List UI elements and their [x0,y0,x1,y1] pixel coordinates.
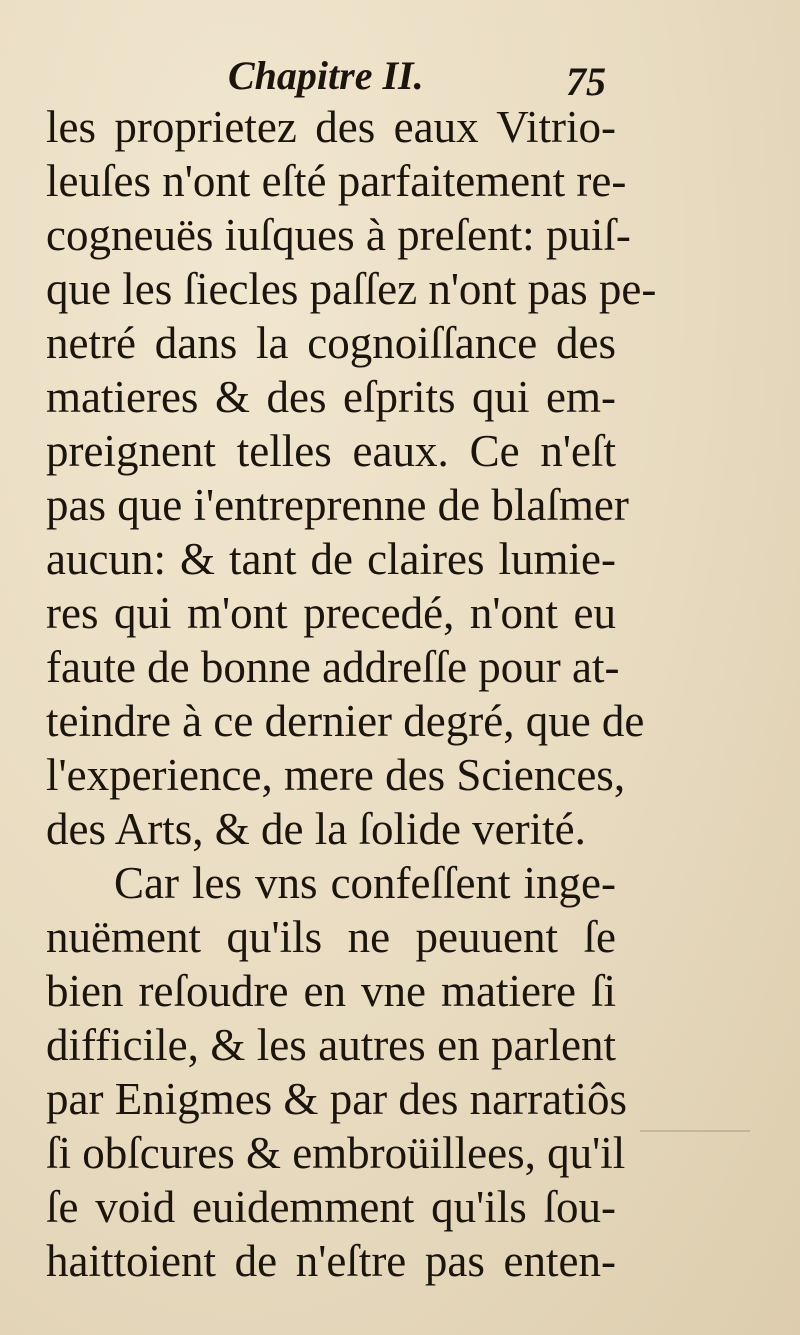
text-line: teindre à ce dernier degré, que de [46,696,645,746]
text-line: matieres & des eſprits qui em- [46,372,616,422]
text-line: haittoient de n'eſtre pas enten- [46,1236,616,1286]
text-line: nuëment qu'ils ne peuuent ſe [46,912,616,962]
text-line: cogneuës iuſques à preſent: puiſ- [46,210,631,260]
text-line: que les ſiecles paſſez n'ont pas pe- [46,264,657,314]
text-line: leuſes n'ont eſté parfaitement re- [46,156,627,206]
text-line: aucun: & tant de claires lumie- [46,534,616,584]
text-line: l'experience, mere des Sciences, [46,750,626,800]
text-line: faute de bonne addreſſe pour at- [46,642,620,692]
text-line: pas que i'entreprenne de blaſmer [46,480,629,530]
text-line: ſe void euidemment qu'ils ſou- [46,1182,616,1232]
show-through-mark [640,1130,750,1132]
text-line: difficile, & les autres en parlent [46,1020,616,1070]
text-line: par Enigmes & par des narratiôs [46,1074,628,1124]
text-line: les proprietez des eaux Vitrio- [46,102,616,152]
text-line: preignent telles eaux. Ce n'eſt [46,426,616,476]
page-number: 75 [566,59,606,104]
text-line: netré dans la cognoiſſance des [46,318,616,368]
text-line: ſi obſcures & embroüillees, qu'il [46,1128,626,1178]
text-line: res qui m'ont precedé, n'ont eu [46,588,616,638]
running-head: Chapitre II. [228,53,424,98]
text-line-paragraph-start: Car les vns confeſſent inge- [114,858,616,908]
text-line: bien reſoudre en vne matiere ſi [46,966,616,1016]
text-line-paragraph-end: des Arts, & de la ſolide verité. [46,804,586,854]
body-text [46,100,657,1286]
